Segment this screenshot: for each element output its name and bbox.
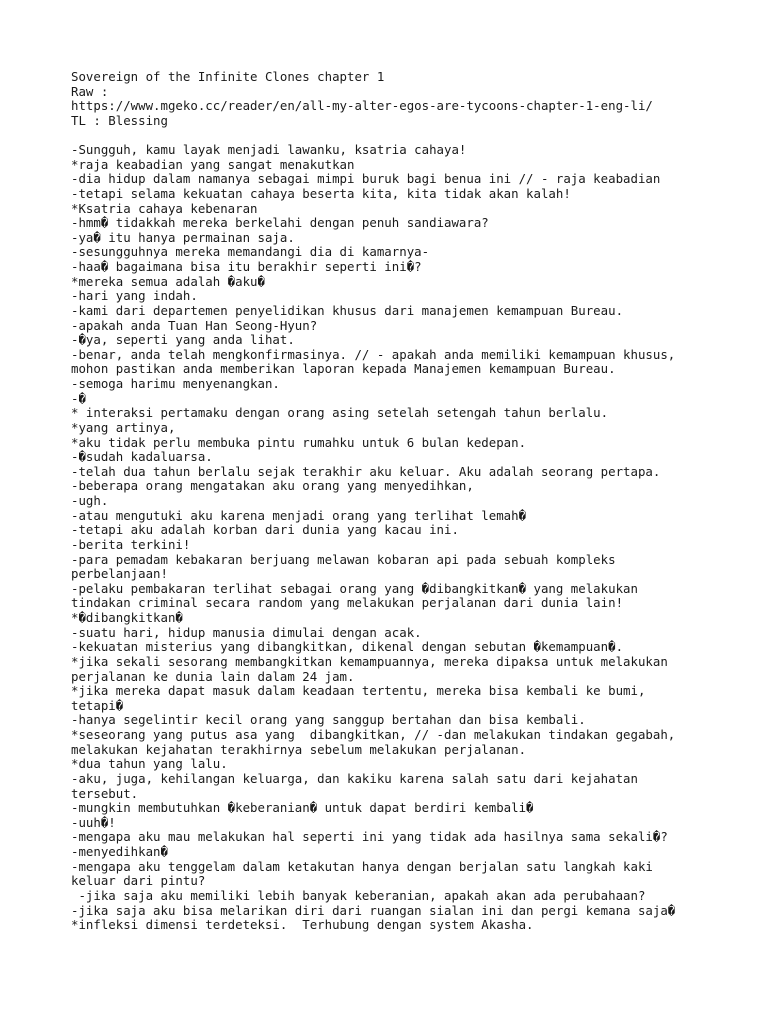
text-line: -�ya, seperti yang anda lihat. [71, 332, 295, 348]
text-line: *jika sekali sesorang membangkitkan kemampuannya, mereka dipaksa untuk melakukan [71, 653, 668, 669]
text-line: -�sudah kadaluarsa. [71, 449, 213, 465]
text-line: -hari yang indah. [71, 288, 198, 304]
text-line [71, 129, 731, 144]
text-line: -hmm� tidakkah mereka berkelahi dengan penuh sandiawara? [71, 215, 489, 231]
text-line: -aku, juga, kehilangan keluarga, dan kakiku karena salah satu dari kejahatan [71, 770, 638, 786]
text-line: -pelaku pembakaran terlihat sebagai orang yang �dibangkitkan� yang melakukan [71, 580, 638, 596]
text-line: -berita terkini! [71, 536, 191, 552]
text-line: TL : Blessing [71, 112, 168, 128]
text-line: -atau mengutuki aku karena menjadi orang yang terlihat lemah� [71, 507, 527, 523]
text-line: -apakah anda Tuan Han Seong-Hyun? [71, 317, 318, 333]
text-line: -ugh. [71, 493, 109, 509]
text-line: tersebut. [71, 785, 139, 801]
text-line: -beberapa orang mengatakan aku orang yang menyedihkan, [71, 478, 474, 494]
text-line: -� [71, 390, 86, 406]
text-line: melakukan kejahatan terakhirnya sebelum melakukan perjalanan. [71, 741, 527, 757]
text-line: *dua tahun yang lalu. [71, 756, 228, 772]
text-line: -ya� itu hanya permainan saja. [71, 229, 295, 245]
text-line: -suatu hari, hidup manusia dimulai dengan acak. [71, 624, 422, 640]
text-line: -sesungguhnya mereka memandangi dia di kamarnya- [71, 244, 430, 260]
text-line: tetapi� [71, 697, 124, 713]
text-line: -uuh�! [71, 814, 116, 830]
text-line: *mereka semua adalah �aku� [71, 273, 265, 289]
text-line: -para pemadam kebakaran berjuang melawan kobaran api pada sebuah kompleks [71, 551, 616, 567]
text-line: *raja keabadian yang sangat menakutkan [71, 156, 355, 172]
text-line: -tetapi aku adalah korban dari dunia yang kacau ini. [71, 522, 459, 538]
text-line: -jika saja aku bisa melarikan diri dari ruangan sialan ini dan pergi kemana saja� [71, 902, 676, 918]
text-line: tindakan criminal secara random yang melakukan perjalanan dari dunia lain! [71, 595, 624, 611]
text-line: *jika mereka dapat masuk dalam keadaan tertentu, mereka bisa kembali ke bumi, [71, 683, 646, 699]
text-line: *yang artinya, [71, 419, 176, 435]
text-line: -benar, anda telah mengkonfirmasinya. // - apakah anda memiliki kemampuan khusus, [71, 346, 676, 362]
text-line: -tetapi selama kekuatan cahaya beserta kita, kita tidak akan kalah! [71, 185, 571, 201]
text-line: * interaksi pertamaku dengan orang asing setelah setengah tahun berlalu. [71, 405, 609, 421]
text-line: -jika saja aku memiliki lebih banyak keberanian, apakah akan ada perubahaan? [71, 887, 646, 903]
text-line: *aku tidak perlu membuka pintu rumahku untuk 6 bulan kedepan. [71, 434, 527, 450]
document-body [71, 70, 731, 933]
text-line: *infleksi dimensi terdeteksi. Terhubung dengan system Akasha. [71, 917, 534, 933]
text-line: https://www.mgeko.cc/reader/en/all-my-alter-egos-are-tycoons-chapter-1-eng-li/ [71, 98, 653, 114]
text-line: -mengapa aku mau melakukan hal seperti ini yang tidak ada hasilnya sama sekali�? [71, 829, 668, 845]
text-line: -semoga harimu menyenangkan. [71, 376, 280, 392]
text-line: -hanya segelintir kecil orang yang sanggup bertahan dan bisa kembali. [71, 712, 586, 728]
text-line: *Ksatria cahaya kebenaran [71, 200, 258, 216]
text-line: -mungkin membutuhkan �keberanian� untuk dapat berdiri kembali� [71, 800, 534, 816]
text-line: mohon pastikan anda memberikan laporan kepada Manajemen kemampuan Bureau. [71, 361, 616, 377]
text-line: -mengapa aku tenggelam dalam ketakutan hanya dengan berjalan satu langkah kaki [71, 858, 653, 874]
text-line: -dia hidup dalam namanya sebagai mimpi buruk bagi benua ini // - raja keabadian [71, 171, 661, 187]
text-line: *seseorang yang putus asa yang dibangkitkan, // -dan melakukan tindakan gegabah, [71, 727, 676, 743]
text-line: -kekuatan misterius yang dibangkitkan, dikenal dengan sebutan �kemampuan�. [71, 639, 624, 655]
text-line: -telah dua tahun berlalu sejak terakhir aku keluar. Aku adalah seorang pertapa. [71, 463, 661, 479]
text-line: perjalanan ke dunia lain dalam 24 jam. [71, 668, 355, 684]
text-line: -haa� bagaimana bisa itu berakhir seperti ini�? [71, 259, 422, 275]
text-line: *�dibangkitkan� [71, 610, 183, 626]
text-line: -menyedihkan� [71, 844, 168, 860]
text-line: keluar dari pintu? [71, 873, 206, 889]
text-line: Sovereign of the Infinite Clones chapter 1 [71, 69, 385, 84]
text-line: perbelanjaan! [71, 566, 168, 582]
text-line: Raw : [71, 83, 109, 99]
text-line: -kami dari departemen penyelidikan khusus dari manajemen kemampuan Bureau. [71, 302, 624, 318]
text-line: -Sungguh, kamu layak menjadi lawanku, ksatria cahaya! [71, 142, 467, 158]
